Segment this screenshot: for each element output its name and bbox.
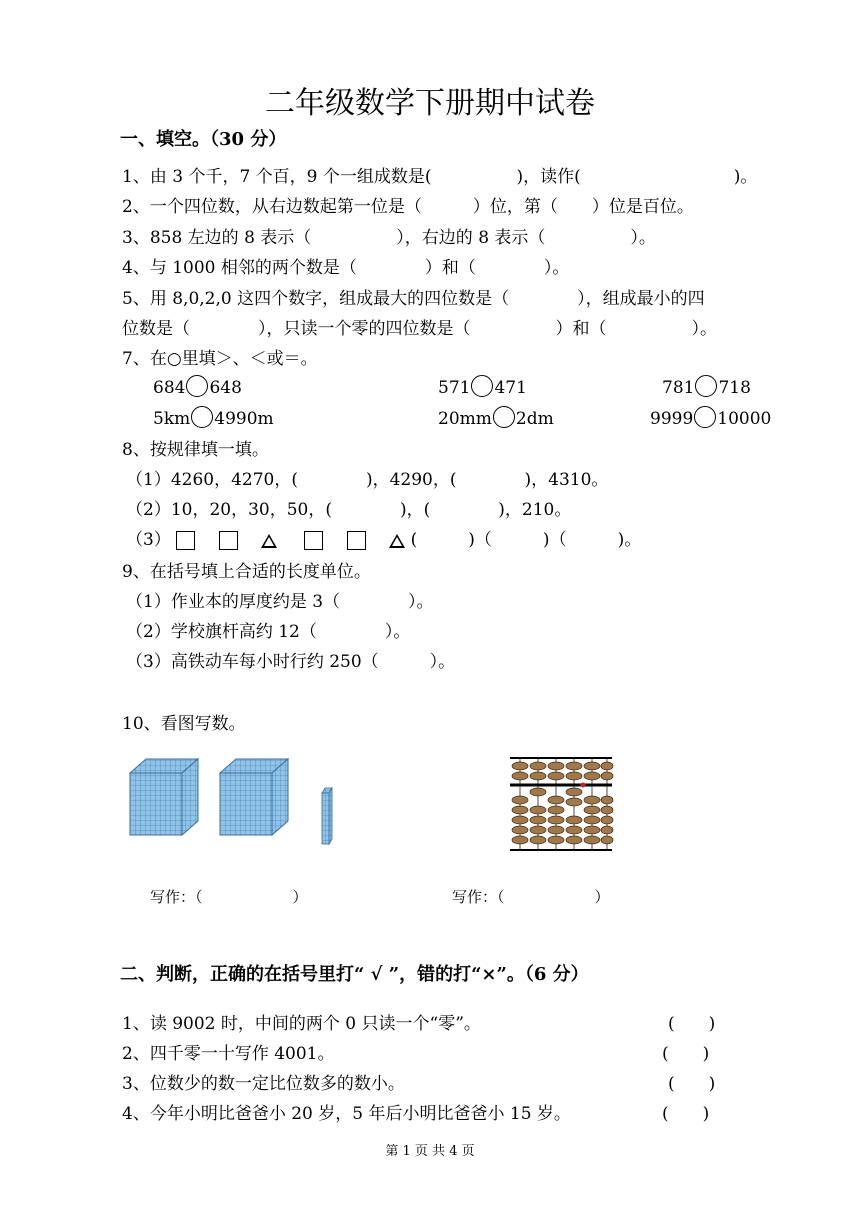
judge-bracket: ( ) [668, 1014, 716, 1034]
question-7: 7、在○里填＞、＜或＝。 [122, 349, 318, 369]
compare-circle-icon [493, 406, 515, 428]
question-9-2: （2）学校旗杆高约 12（ ）。 [126, 622, 411, 642]
judge-bracket: ( ) [662, 1104, 710, 1124]
page-footer: 第 1 页 共 4 页 [385, 1144, 475, 1159]
judge-item-2: 2、四千零一十写作 4001。 [122, 1044, 335, 1064]
abacus-unit-mark-icon [581, 783, 586, 788]
judge-item-1: 1、读 9002 时，中间的两个 0 只读一个“零”。 [122, 1014, 481, 1034]
triangle-icon [261, 534, 277, 548]
question-5-line-2: 位数是（ ），只读一个零的四位数是（ ）和（ ）。 [122, 319, 717, 339]
question-8-1: （1）4260，4270，( )，4290，( )，4310。 [126, 470, 609, 490]
compare-item: 571 471 [438, 376, 527, 400]
page-title: 二年级数学下册期中试卷 [265, 86, 595, 121]
question-9: 9、在括号填上合适的长度单位。 [122, 562, 371, 582]
write-answer-1: 写作：（ ） [150, 888, 308, 906]
abacus-beads-icon [512, 758, 613, 850]
square-icon [347, 531, 366, 550]
judge-item-3: 3、位数少的数一定比位数多的数小。 [122, 1074, 405, 1094]
question-5-line-1: 5、用 8,0,2,0 这四个数字，组成最大的四位数是（ ），组成最小的四 [122, 289, 705, 309]
compare-item: 9999 10000 [650, 407, 771, 431]
square-icon [219, 531, 238, 550]
compare-circle-icon [471, 375, 493, 397]
question-1: 1、由 3 个千，7 个百，9 个一组成数是( )，读作( )。 [122, 167, 758, 187]
compare-circle-icon [186, 375, 208, 397]
square-icon [304, 531, 323, 550]
judge-item-4: 4、今年小明比爸爸小 20 岁，5 年后小明比爸爸小 15 岁。 [122, 1104, 571, 1124]
question-3: 3、858 左边的 8 表示（ ），右边的 8 表示（ ）。 [122, 228, 656, 248]
compare-circle-icon [695, 375, 717, 397]
question-8: 8、按规律填一填。 [122, 440, 269, 460]
thousand-cube-icon [220, 759, 288, 835]
section-1-heading: 一、填空。（30 分） [120, 129, 287, 150]
question-10: 10、看图写数。 [122, 714, 246, 734]
thousand-cube-icon [130, 759, 198, 835]
judge-bracket: ( ) [662, 1044, 710, 1064]
triangle-icon [389, 534, 405, 548]
compare-item: 781 718 [662, 376, 751, 400]
question-9-1: （1）作业本的厚度约是 3（ ）。 [126, 592, 434, 612]
abacus-figure [508, 756, 614, 852]
square-icon [176, 531, 195, 550]
judge-bracket: ( ) [668, 1074, 716, 1094]
question-8-2: （2）10，20，30，50，( )，( )，210。 [126, 500, 572, 520]
question-8-3: （3） ( )（ )（ )。 [126, 530, 642, 550]
compare-item: 684 648 [153, 376, 242, 400]
base-ten-blocks-figure [120, 755, 350, 850]
compare-circle-icon [191, 406, 213, 428]
question-9-3: （3）高铁动车每小时行约 250（ ）。 [126, 652, 456, 672]
section-2-heading: 二、判断，正确的在括号里打“ √ ”，错的打“×”。（6 分） [120, 964, 589, 985]
compare-item: 5km 4990m [153, 407, 274, 431]
question-4: 4、与 1000 相邻的两个数是（ ）和（ ）。 [122, 258, 570, 278]
question-2: 2、一个四位数，从右边数起第一位是（ ）位，第（ ）位是百位。 [122, 197, 694, 217]
ten-rod-icon [322, 788, 332, 844]
write-answer-2: 写作：（ ） [452, 888, 610, 906]
compare-circle-icon [694, 406, 716, 428]
compare-item: 20mm 2dm [438, 407, 554, 431]
